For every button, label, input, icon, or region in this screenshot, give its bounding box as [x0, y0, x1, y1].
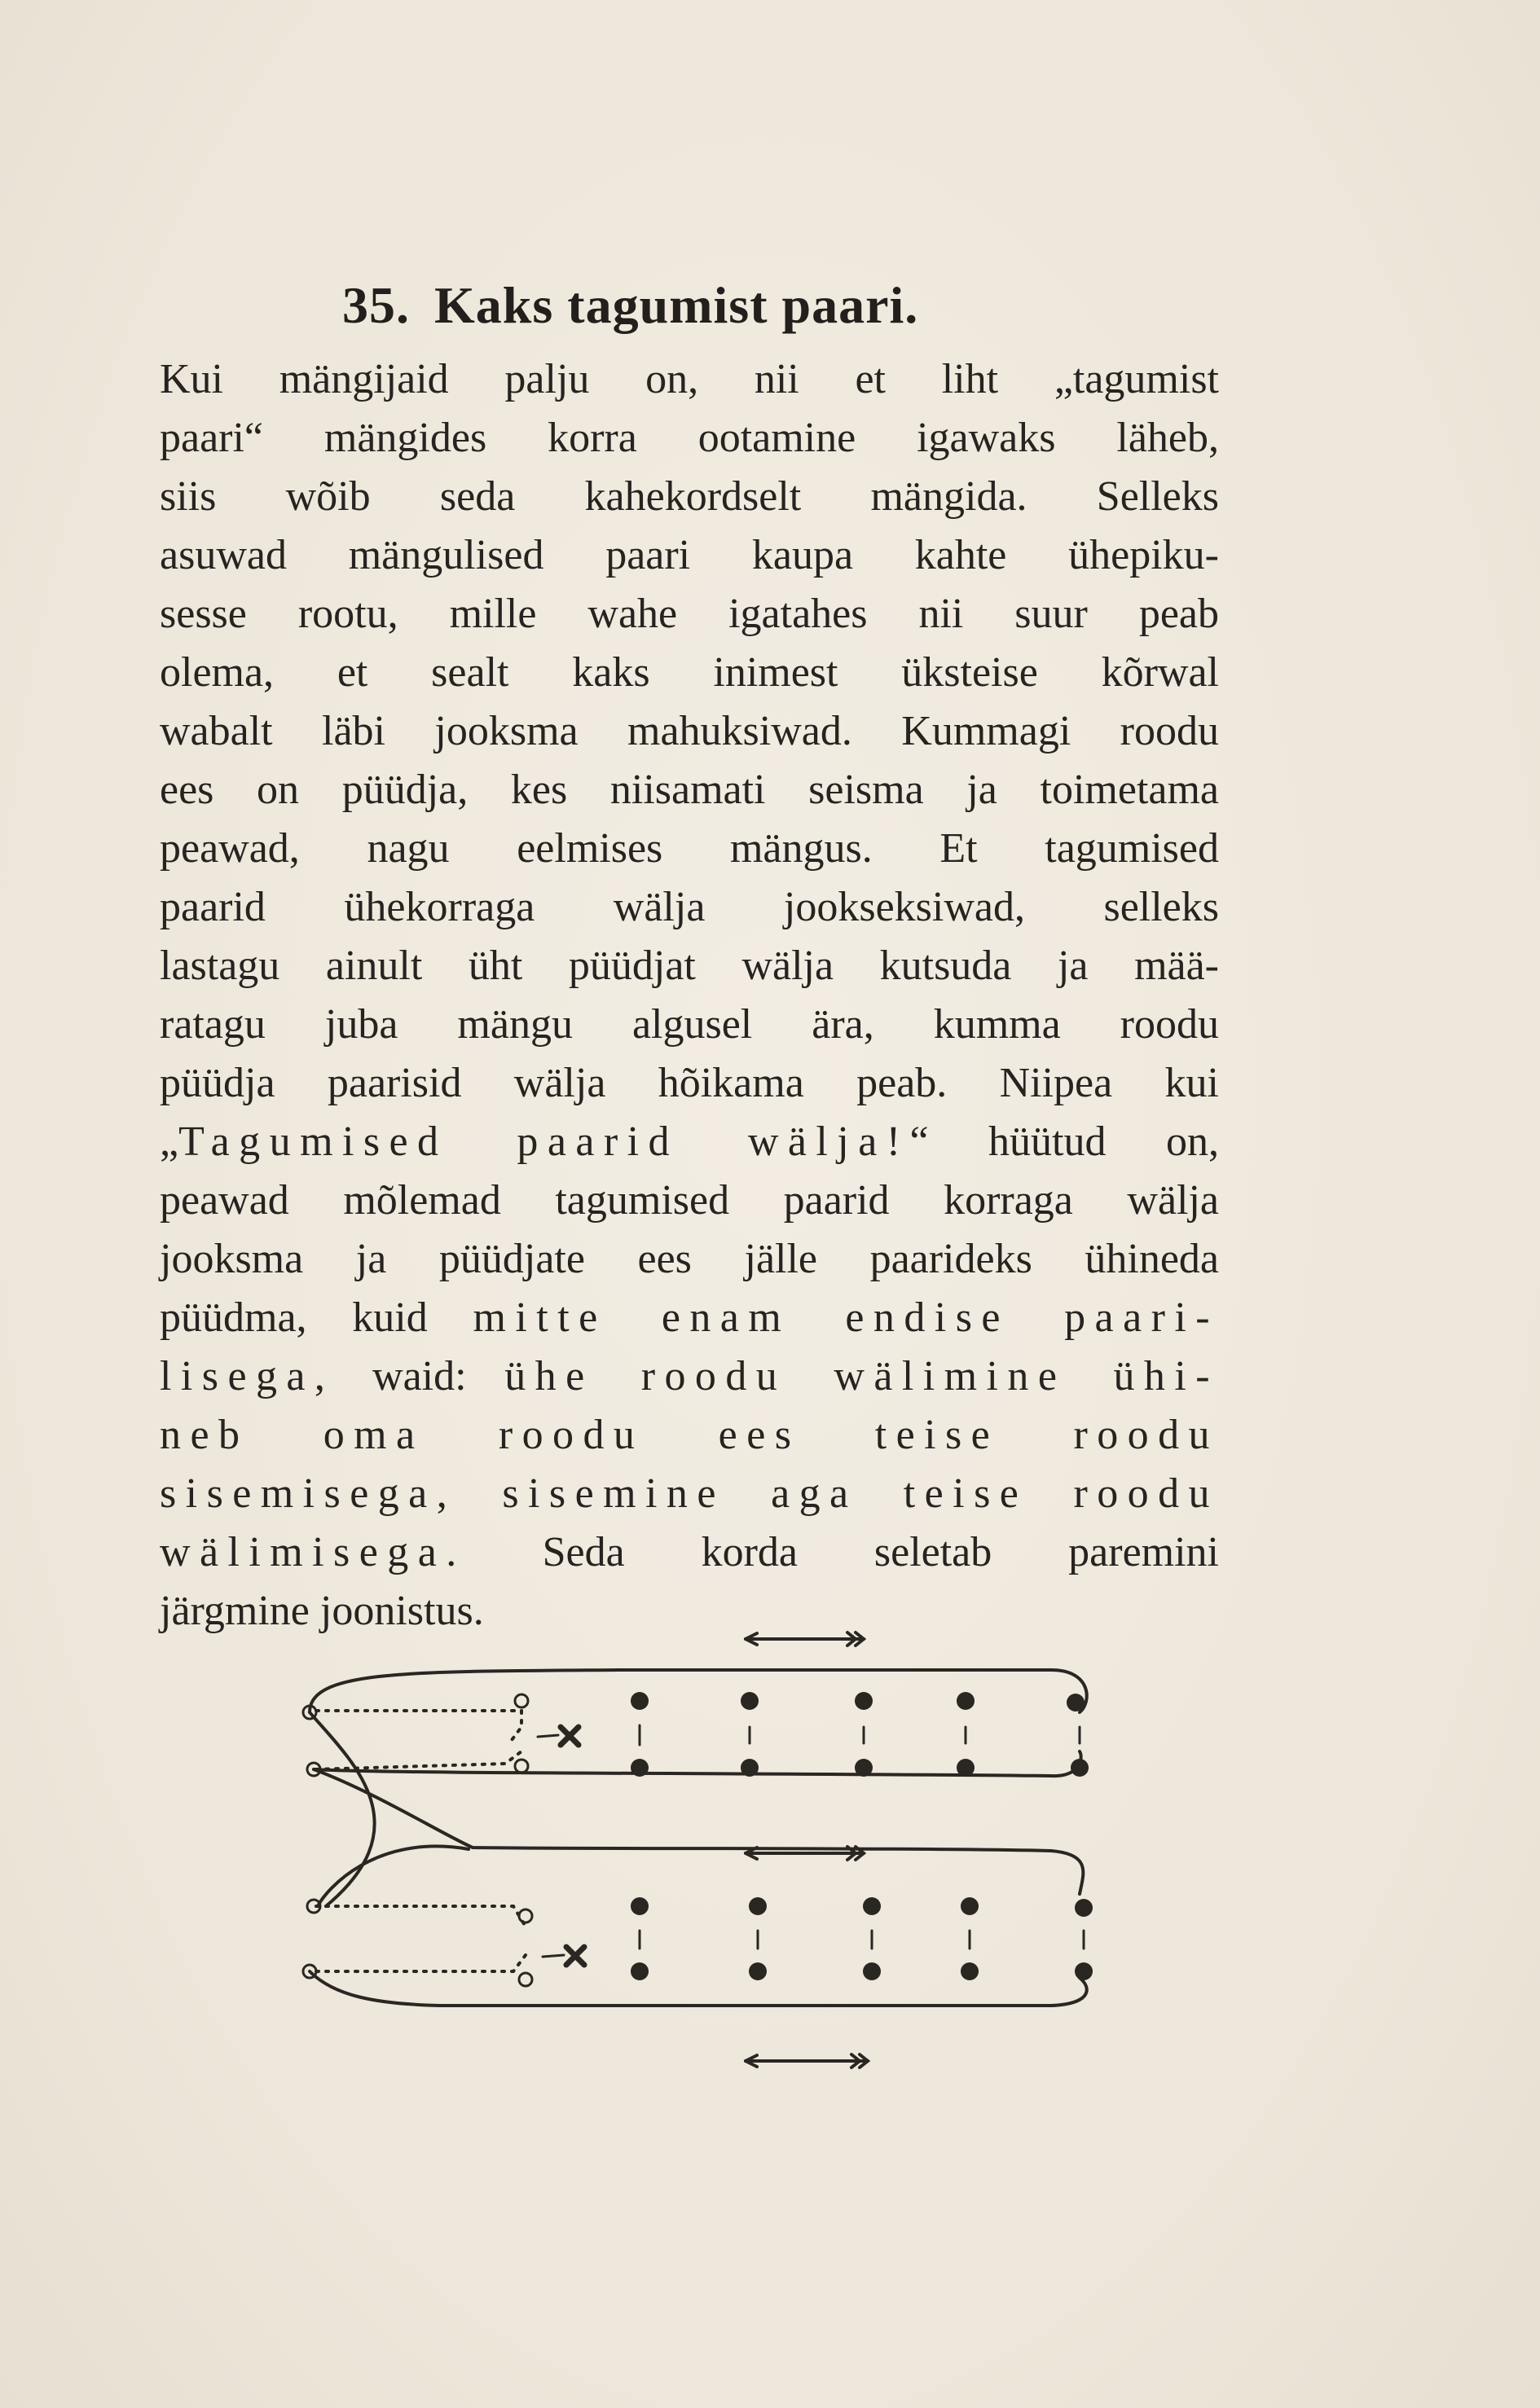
text-line: peawad, nagu eelmises mängus. Et tagumised — [160, 825, 1219, 872]
text-line: peawad mõlemad tagumised paarid korraga wälja — [160, 1177, 1219, 1224]
pair-link — [640, 1725, 1084, 1949]
pursuer-x — [538, 1727, 584, 1965]
path-loop — [316, 1711, 526, 1971]
spaced-emphasis: neb oma roodu ees teise roodu — [160, 1412, 1219, 1458]
text-line: wälimisega. Seda korda seletab paremini — [160, 1529, 1219, 1575]
text-line: püüdma, kuid mitte enam endise paari- — [160, 1294, 1219, 1341]
text-line — [160, 1465, 1219, 1523]
text-line: lisega, waid: ühe roodu wälimine ühi- — [160, 1353, 1219, 1400]
text-line: jooksma ja püüdjate ees jälle paarideks ühineda — [160, 1236, 1219, 1282]
section-heading — [342, 275, 918, 336]
text-line: paarid ühekorraga wälja jookseksiwad, selleks — [160, 884, 1219, 930]
text-line: ratagu juba mängu algusel ära, kumma roodu — [160, 1001, 1219, 1048]
section-title: Kaks tagumist paari. — [434, 276, 919, 334]
text-line: sesse rootu, mille wahe igatahes nii suur peab — [160, 591, 1219, 637]
arrow-icon — [746, 1632, 864, 1646]
text-line: Kui mängijaid palju on, nii et liht „tagumist — [160, 356, 1219, 402]
text-line: wabalt läbi jooksma mahuksiwad. Kummagi roodu — [160, 708, 1219, 754]
section-number: 35. — [342, 276, 410, 334]
spaced-emphasis: mitte enam endise paari- — [473, 1294, 1219, 1341]
arrow-icon — [746, 2054, 868, 2067]
text-line: järgmine joonistus. — [160, 1588, 484, 1634]
text-line: ees on püüdja, kes niisamati seisma ja toimetama — [160, 767, 1219, 813]
text-line: lastagu ainult üht püüdjat wälja kutsuda ja mää- — [160, 943, 1219, 989]
spaced-emphasis: Tagumised paarid wälja! — [178, 1118, 910, 1165]
game-diagram — [277, 1613, 1141, 2102]
text-line: siis wõib seda kahekordselt mängida. Selleks — [160, 473, 1219, 520]
text-line: „Tagumised paarid wälja!“ hüütud on, — [160, 1118, 1219, 1165]
text-line: olema, et sealt kaks inimest üksteise kõrwal — [160, 649, 1219, 696]
text-line: paari“ mängides korra ootamine igawaks läheb, — [160, 415, 1219, 461]
text-line: asuwad mängulised paari kaupa kahte ühepiku- — [160, 532, 1219, 578]
body-paragraph — [160, 350, 1219, 1641]
player-dot — [631, 1692, 1093, 1980]
spaced-emphasis: sisemisega, sisemine aga teise roodu — [160, 1470, 1219, 1517]
spaced-emphasis: lisega, — [160, 1353, 335, 1400]
spaced-emphasis: ühe roodu wälimine ühi- — [504, 1353, 1219, 1400]
text-line: püüdja paarisid wälja hõikama peab. Niipea kui — [160, 1060, 1219, 1106]
player-dot — [303, 1694, 532, 1986]
text-line — [160, 1406, 1219, 1465]
spaced-emphasis: wälimisega. — [160, 1529, 466, 1575]
path-loop — [310, 1670, 1087, 2006]
